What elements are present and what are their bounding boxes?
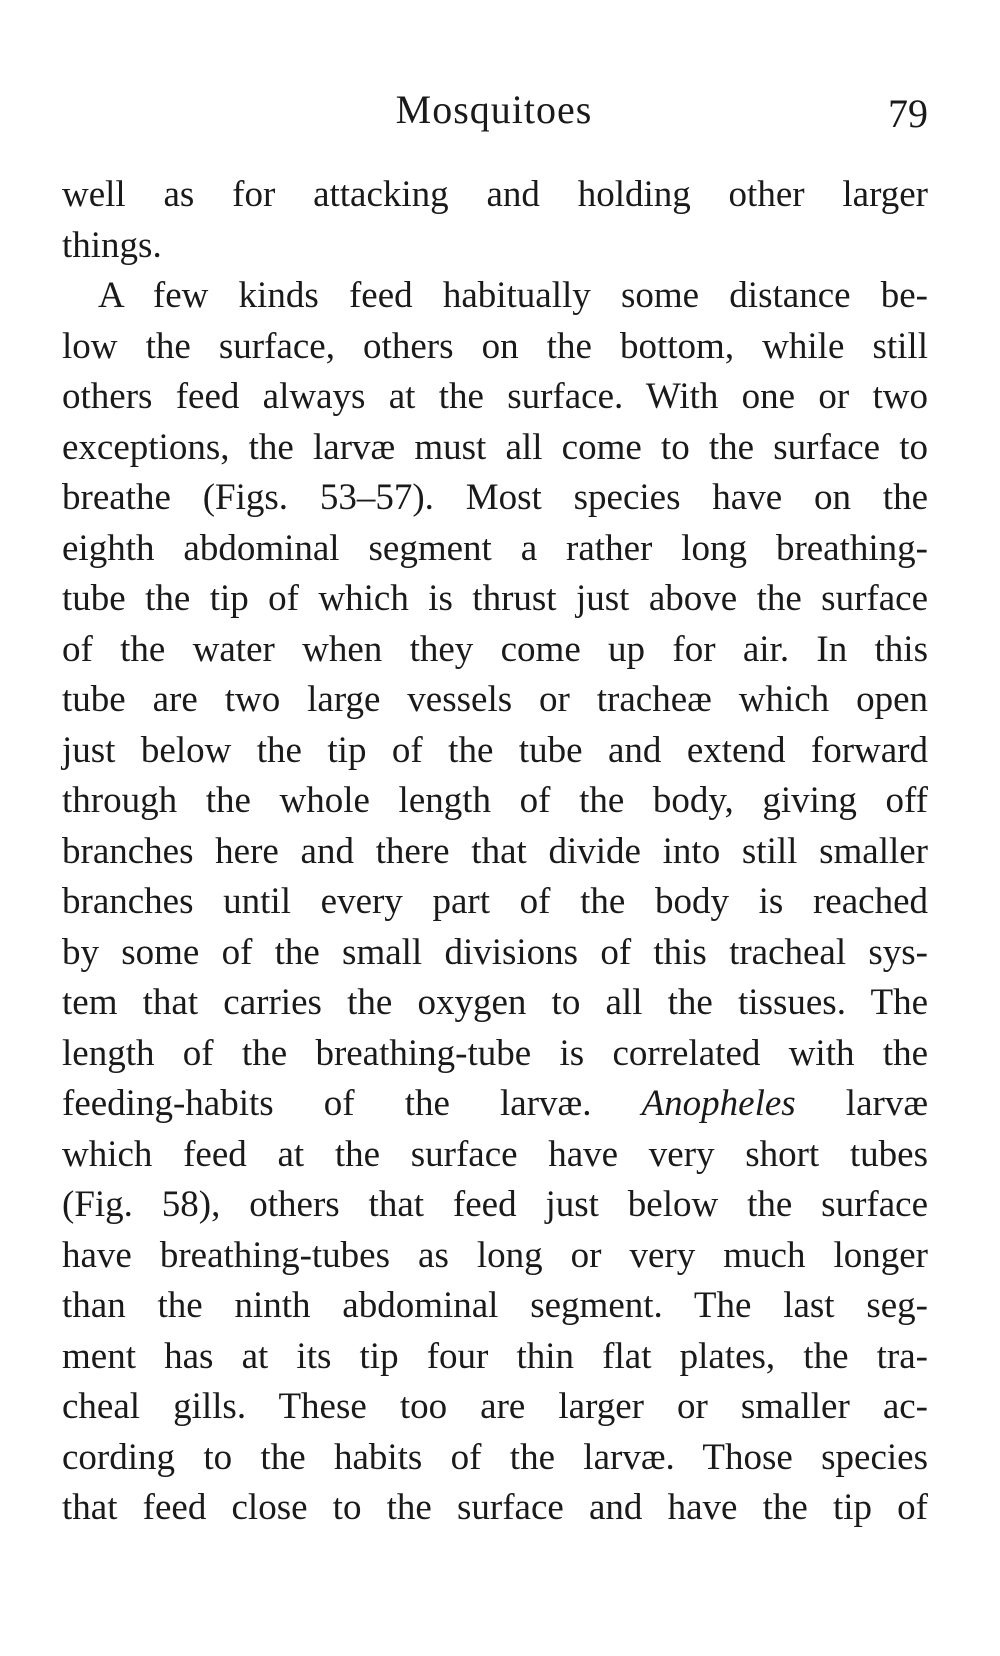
paragraph-start-line: A few kinds feed habitually some distance be- — [98, 275, 928, 316]
text-line: than the ninth abdominal segment. The last seg- — [62, 1285, 928, 1326]
text-segment: feeding-habits of the larvæ. — [62, 1083, 592, 1124]
text-line: branches until every part of the body is reached — [62, 881, 928, 922]
text-line: others feed always at the surface. With one or two — [62, 376, 928, 417]
text-line: which feed at the surface have very short tubes — [62, 1133, 928, 1175]
text-line: of the water when they come up for air. In this — [62, 628, 928, 670]
text-line: things. — [62, 224, 162, 266]
text-segment: larvæ — [845, 1083, 928, 1124]
text-line: by some of the small divisions of this tracheal sys- — [62, 931, 928, 973]
text-line: eighth abdominal segment a rather long breathing- — [62, 527, 928, 569]
text-line: exceptions, the larvæ must all come to the surface to — [62, 426, 928, 468]
text-line: low the surface, others on the bottom, while still — [62, 325, 928, 367]
text-line: well as for attacking and holding other larger — [62, 174, 928, 215]
text-line: tem that carries the oxygen to all the tissues. The — [62, 982, 928, 1023]
text-line: just below the tip of the tube and extend forward — [62, 729, 928, 771]
text-line: have breathing-tubes as long or very much longer — [62, 1234, 928, 1276]
text-line: ment has at its tip four thin flat plates, the tra- — [62, 1335, 928, 1377]
text-line: cheal gills. These too are larger or smaller ac- — [62, 1386, 928, 1427]
running-head — [60, 82, 928, 138]
text-line-anopheles — [62, 1079, 928, 1130]
text-line: (Fig. 58), others that feed just below the surface — [62, 1184, 928, 1225]
text-line: tube the tip of which is thrust just above the surface — [62, 578, 928, 619]
page-number: 79 — [888, 91, 928, 136]
text-line: that feed close to the surface and have the tip of — [62, 1487, 928, 1528]
text-line: branches here and there that divide into still smaller — [62, 830, 928, 872]
text-line: cording to the habits of the larvæ. Those species — [62, 1436, 928, 1478]
genus-name-italic: Anopheles — [641, 1083, 796, 1124]
text-line: through the whole length of the body, giving off — [62, 780, 928, 821]
text-line: length of the breathing-tube is correlated with the — [62, 1032, 928, 1074]
running-title: Mosquitoes — [395, 87, 593, 132]
text-line: breathe (Figs. 53–57). Most species have on the — [62, 477, 928, 518]
text-line: tube are two large vessels or tracheæ which open — [62, 679, 928, 720]
body-text — [62, 170, 928, 1534]
